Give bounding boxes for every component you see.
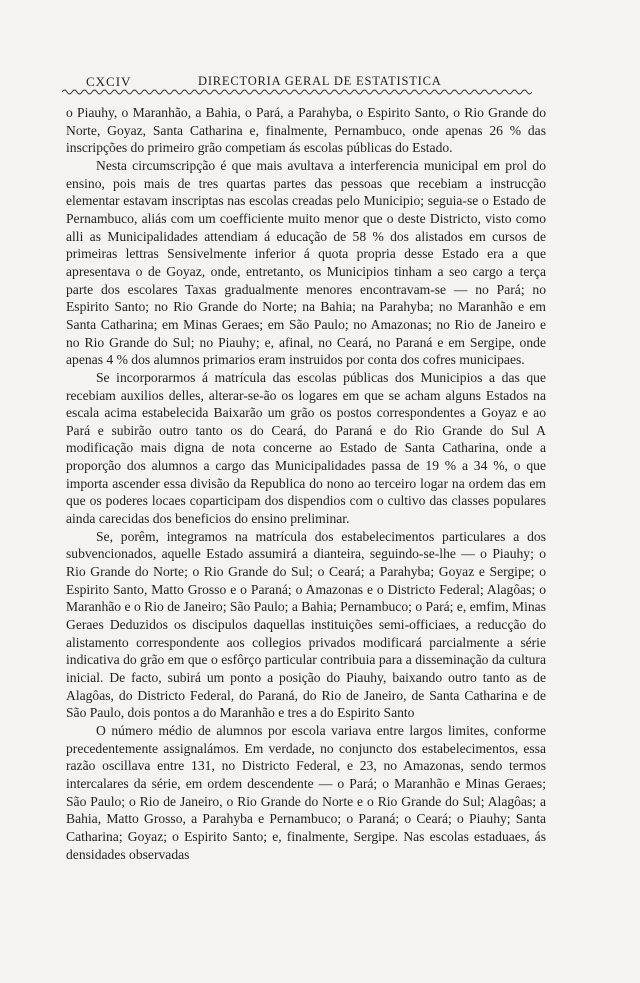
paragraph: Se, porêm, integramos na matrícula dos estabelecimentos particulares a dos subvencionados, aquelle Estado assumirá a dianteira, seguindo-se-lhe — o Piauhy; o Rio Grande do Norte; o Rio Grande do Sul; o Ceará; a Parahyba; Goyaz e Sergipe; o Espirito Santo, Matto Grosso e o Paraná; o Amazonas e o Districto Federal; Alagôas; o Maranhão e o Rio de Janeiro; São Paulo; a Bahia; Pernambuco; o Pará; e, emfim, Minas Geraes Deduzidos os discipulos daquellas instituições semi-officiaes, a reducção do alistamento correspondente aos collegios privados modificará parcialmente a série indicativa do grão em que o esfôrço particular contribuia para a disseminação da cultura inicial. De facto, subirá um ponto a posição do Piauhy, baixando outro tanto as de Alagôas, do Districto Federal, do Paraná, do Rio de Janeiro, de Santa Catharina e de São Paulo, dois pontos a do Maranhão e tres a do Espirito Santo: [66, 528, 546, 721]
paragraph: O número médio de alumnos por escola variava entre largos limites, conforme precedentemente assignalámos. Em verdade, no conjuncto dos estabelecimentos, essa razão oscillava entre 131, no Districto Federal, e 23, no Amazonas, sendo termos intercalares da série, em ordem descendente — o Pará; o Maranhão e Minas Geraes; São Paulo; o Rio de Janeiro, o Rio Grande do Norte e o Rio Grande do Sul; Alagôas; a Bahia, Matto Grosso, a Parahyba e Pernambuco; o Paraná; o Ceará; o Piauhy; Santa Catharina; Goyaz; o Espirito Santo; e, finalmente, Sergipe. Nas escolas estaduaes, ás densidades observadas: [66, 722, 546, 862]
body-text: [66, 104, 546, 863]
header-wavy-rule: [62, 88, 532, 96]
paragraph-continued: o Piauhy, o Maranhão, a Bahia, o Pará, a Parahyba, o Espirito Santo, o Rio Grande do Norte, Goyaz, Santa Catharina e, finalmente, Pernambuco, onde apenas 26 % das inscripções do primeiro grão competiam ás escolas públicas do Estado.: [66, 105, 546, 156]
paragraph: Se incorporarmos á matrícula das escolas públicas dos Municipios a das que recebiam auxilios delles, alterar-se-ão os logares em que se acham alguns Estados na escala acima estabelecida Baixarão um grão os postos correspondentes a Goyaz e ao Pará e subirão outro tanto os do Ceará, do Paraná e do Rio Grande do Sul A modificação mais digna de nota concerne ao Estado de Santa Catharina, onde a proporção dos alumnos a cargo das Municipalidades passa de 19 % a 34 %, o que importa ascender essa divisão da Republica do nono ao terceiro logar na ordem das em que os poderes locaes coparticipam dos dispendios com o cultivo das classes populares ainda carecidas dos beneficios do ensino preliminar.: [66, 369, 546, 527]
paragraph: Nesta circumscripção é que mais avultava a interferencia municipal em prol do ensino, pois mais de tres quartas partes das pessoas que recebiam a instrucção elementar estavam inscriptas nas escolas creadas pelo Municipio; seguia-se o Estado de Pernambuco, aliás com um coefficiente muito menor que o deste Districto, visto como alli as Municipalidades attendiam á educação de 58 % dos alistados em cursos de primeiras lettras Sensivelmente inferior á quota propria desse Estado era a que apresentava o de Goyaz, onde, entretanto, os Municipios tinham a seo cargo a terça parte dos escolares Taxas gradualmente menores encontravam-se — no Pará; no Espirito Santo; no Rio Grande do Norte; na Bahia; na Parahyba; no Maranhão e em Santa Catharina; em Minas Geraes; em São Paulo; no Amazonas; no Rio de Janeiro e no Rio Grande do Sul; no Piauhy; e, afinal, no Ceará, no Paraná e em Sergipe, onde apenas 4 % dos alumnos primarios eram instruidos por conta dos cofres municipaes.: [66, 157, 546, 368]
page-header: [62, 74, 532, 94]
page-number: CXCIV: [86, 74, 132, 89]
running-title: DIRECTORIA GERAL DE ESTATISTICA: [198, 74, 442, 88]
